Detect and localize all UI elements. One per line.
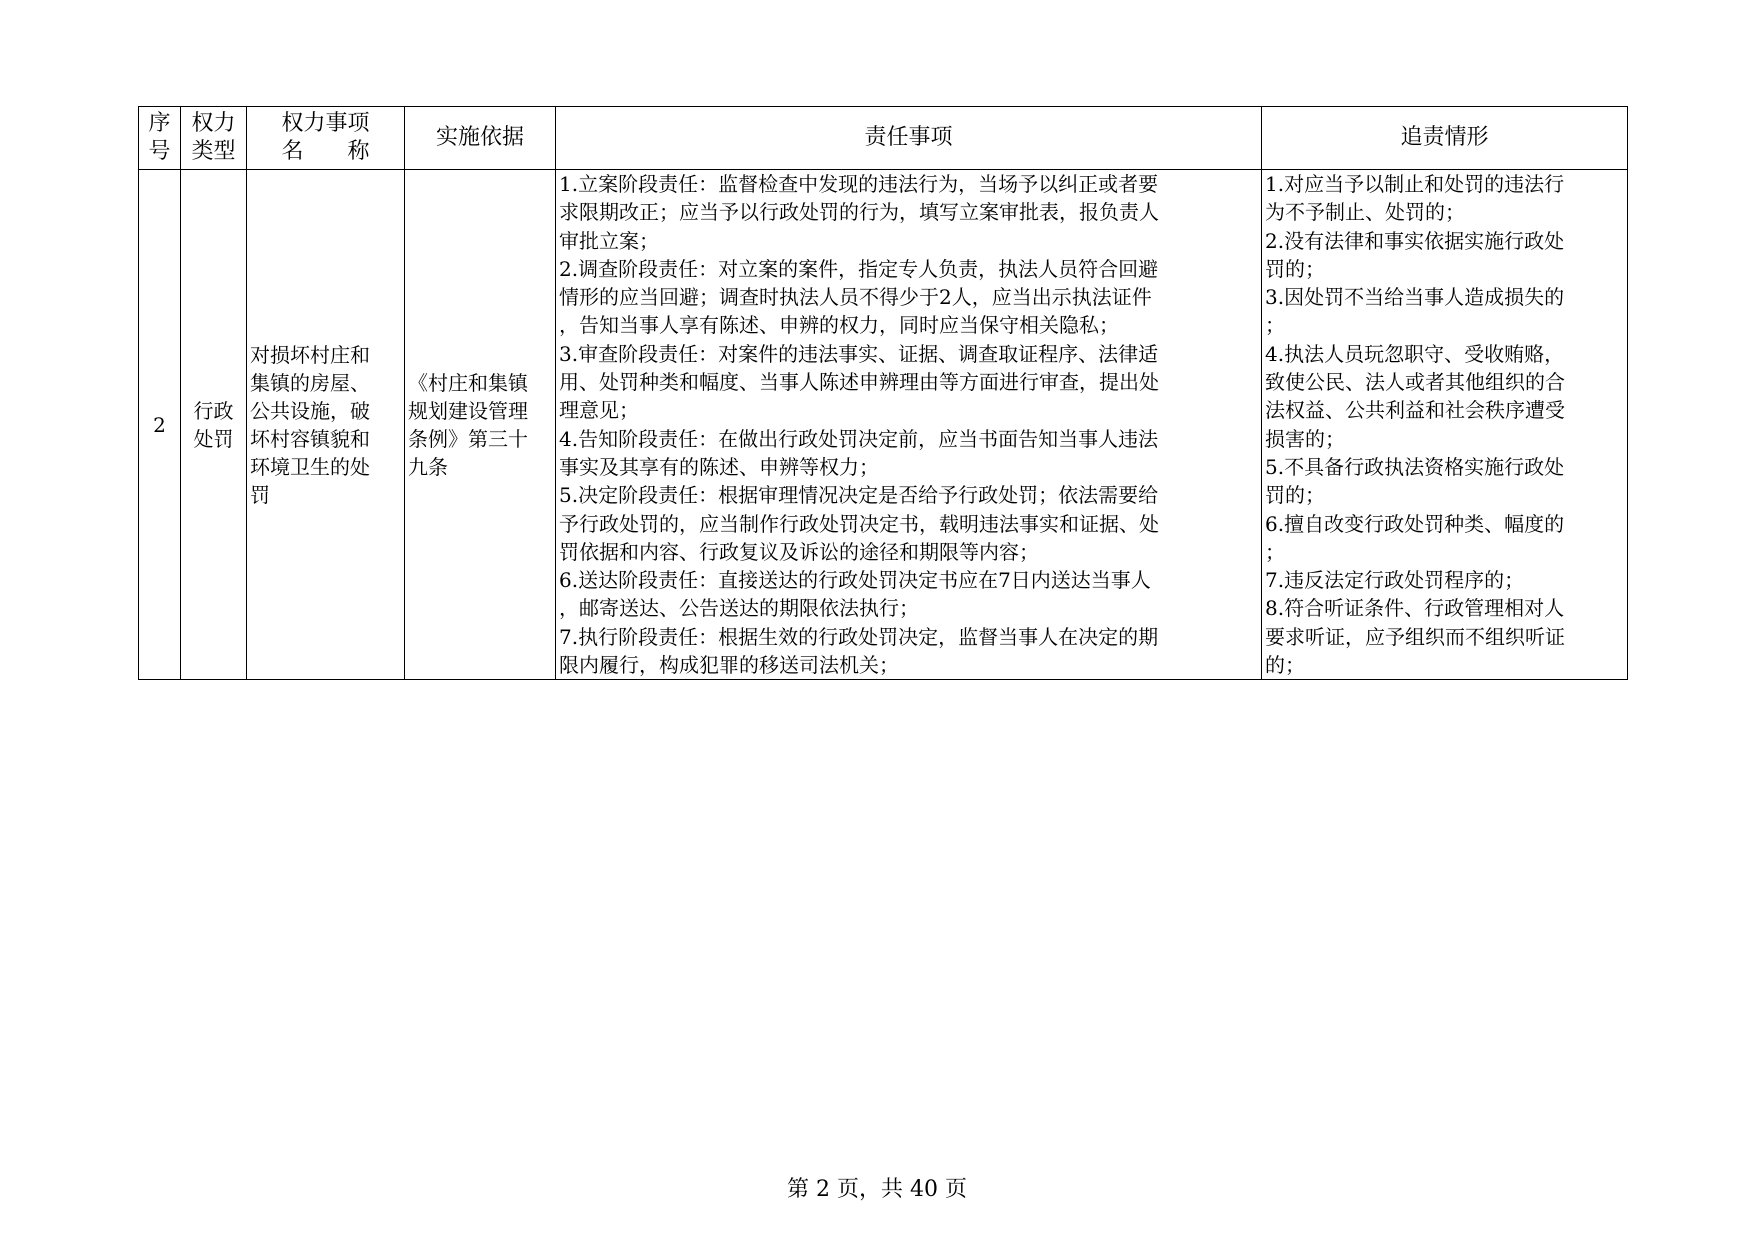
cell-seq: 2 [139, 170, 181, 680]
page-footer: 第 2 页，共 40 页 [787, 1177, 967, 1202]
header-item-name: 权力事项 名 称 [247, 107, 405, 170]
header-responsibility: 责任事项 [556, 107, 1262, 170]
cell-basis: 《村庄和集镇 规划建设管理 条例》第三十 九条 [405, 170, 556, 680]
header-row [139, 107, 1628, 170]
cell-responsibility: 1.立案阶段责任：监督检查中发现的违法行为，当场予以纠正或者要 求限期改正；应当予以行政处罚的行为，填写立案审批表，报负责人 审批立案； 2.调查阶段责任：对立案的案件，指定专人负责，执法人员符合回避 情形的应当回避；调查时执法人员不得少于2人，应当出示执法证件 ，告知当事人享有陈述、申辨的权力，同时应当保守相关隐私； 3.审查阶段责任：对案件的违法事实、证据、调查取证程序、法律适 用、处罚种类和幅度、当事人陈述申辨理由等方面进行审查，提出处 理意见； 4.告知阶段责任：在做出行政处罚决定前，应当书面告知当事人违法 事实及其享有的陈述、申辨等权力； 5.决定阶段责任：根据审理情况决定是否给予行政处罚；依法需要给 予行政处罚的，应当制作行政处罚决定书，载明违法事实和证据、处 罚依据和内容、行政复议及诉讼的途径和期限等内容； 6.送达阶段责任：直接送达的行政处罚决定书应在7日内送达当事人 ，邮寄送达、公告送达的期限依法执行； 7.执行阶段责任：根据生效的行政处罚决定，监督当事人在决定的期 限内履行，构成犯罪的移送司法机关； [556, 170, 1262, 680]
cell-power-type: 行政 处罚 [181, 170, 247, 680]
header-accountability: 追责情形 [1262, 107, 1628, 170]
table-row [139, 170, 1628, 680]
cell-item-name: 对损坏村庄和 集镇的房屋、 公共设施，破 坏村容镇貌和 环境卫生的处 罚 [247, 170, 405, 680]
header-power-type: 权力 类型 [181, 107, 247, 170]
header-seq: 序 号 [139, 107, 181, 170]
power-list-table [138, 106, 1628, 680]
cell-accountability: 1.对应当予以制止和处罚的违法行 为不予制止、处罚的； 2.没有法律和事实依据实施行政处 罚的； 3.因处罚不当给当事人造成损失的 ； 4.执法人员玩忽职守、受收贿赂， 致使公民、法人或者其他组织的合 法权益、公共利益和社会秩序遭受 损害的； 5.不具备行政执法资格实施行政处 罚的； 6.擅自改变行政处罚种类、幅度的 ； 7.违反法定行政处罚程序的； 8.符合听证条件、行政管理相对人 要求听证，应予组织而不组织听证 的； [1262, 170, 1628, 680]
header-basis: 实施依据 [405, 107, 556, 170]
